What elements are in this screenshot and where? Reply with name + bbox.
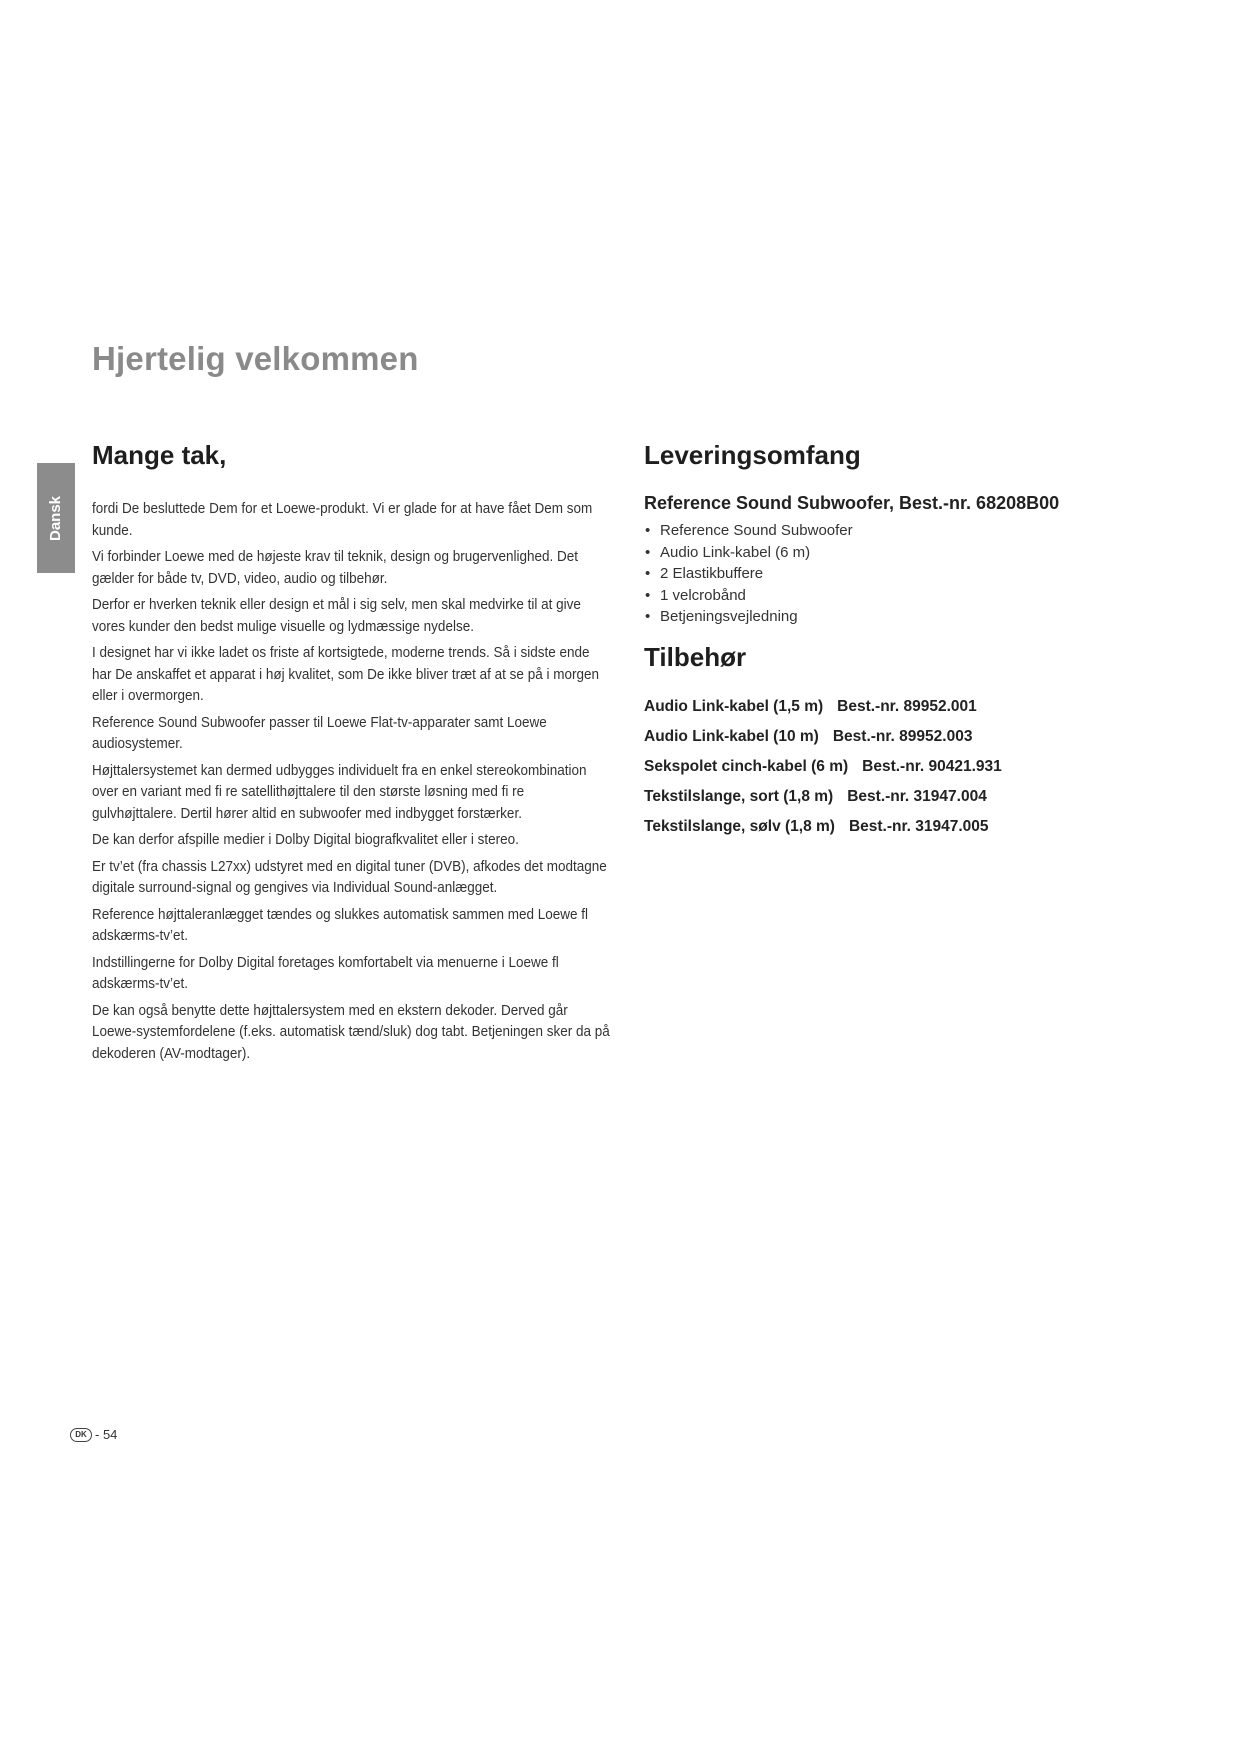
left-column bbox=[92, 440, 612, 1069]
accessory-number: Best.-nr. 31947.004 bbox=[847, 787, 987, 805]
accessory-number: Best.-nr. 31947.005 bbox=[848, 817, 989, 835]
accessory-row bbox=[644, 787, 1184, 806]
accessories-heading: Tilbehør bbox=[644, 641, 747, 672]
accessory-number: Best.-nr. 89952.001 bbox=[837, 697, 977, 715]
paragraph: Derfor er hverken teknik eller design et mål i sig selv, men skal medvirke til at give vores kunder den bedst mulige visuelle og lydmæssige nydelse. bbox=[92, 596, 581, 635]
paragraph: De kan også benytte dette højttalersystem med en ekstern dekoder. Derved går Loewe-systemfordelene (f.eks. automatisk tænd/sluk) dog tabt. Betjeningen sker da på dekoderen (AV-modtager). bbox=[92, 1001, 610, 1062]
list-item: • Betjeningsvejledning bbox=[644, 606, 1184, 628]
accessory-name: Audio Link-kabel (10 m) bbox=[644, 727, 819, 745]
paragraph: Er tv’et (fra chassis L27xx) udstyret med en digital tuner (DVB), afkodes det modtagne digitale surround-signal og gengives via Individual Sound-anlægget. bbox=[92, 857, 607, 897]
accessory-name: Tekstilslange, sort (1,8 m) bbox=[644, 787, 834, 805]
paragraph: I designet har vi ikke ladet os friste af kortsigtede, moderne trends. Så i sidste ende har De anskaffet et apparat i høj kvalitet, som De ikke bliver træt af at se på i morgen eller i overmorgen. bbox=[92, 644, 599, 705]
accessory-name: Tekstilslange, sølv (1,8 m) bbox=[644, 817, 835, 835]
accessory-name: Audio Link-kabel (1,5 m) bbox=[644, 697, 824, 715]
thanks-heading: Mange tak, bbox=[92, 440, 227, 470]
accessory-name: Sekspolet cinch-kabel (6 m) bbox=[644, 757, 849, 775]
list-item: • 1 velcrobånd bbox=[644, 585, 1184, 607]
accessory-number: Best.-nr. 89952.003 bbox=[832, 727, 973, 745]
paragraph: fordi De besluttede Dem for et Loewe-produkt. Vi er glade for at have fået Dem som kunde. bbox=[92, 500, 593, 539]
accessory-number: Best.-nr. 90421.931 bbox=[862, 757, 1002, 775]
paragraph: Vi forbinder Loewe med de højeste krav til teknik, design og brugervenlighed. Det gælder for både tv, DVD, video, audio og tilbehør. bbox=[92, 548, 579, 587]
list-item: • 2 Elastikbuffere bbox=[644, 563, 1184, 585]
paragraph: Indstillingerne for Dolby Digital foretages komfortabelt via menuerne i Loewe fl adskærms-tv’et. bbox=[92, 953, 559, 993]
paragraph: Højttalersystemet kan dermed udbygges individuelt fra en enkel stereokombination over en variant med fi re satellithøjttalere til den største løsning med fi re gulvhøjttalere. Dertil hører altid en subwoofer med indbygget forstærker. bbox=[92, 761, 587, 822]
language-tab bbox=[37, 463, 75, 573]
delivery-heading: Leveringsomfang bbox=[644, 440, 861, 470]
page-number: - 54 bbox=[95, 1427, 118, 1442]
product-line: Reference Sound Subwoofer, Best.-nr. 68208B00 bbox=[644, 493, 1060, 514]
list-item: • Reference Sound Subwoofer bbox=[644, 520, 1184, 542]
accessory-row bbox=[644, 757, 1184, 776]
accessory-row bbox=[644, 727, 1184, 746]
list-item: • Audio Link-kabel (6 m) bbox=[644, 542, 1184, 564]
country-badge: DK bbox=[70, 1428, 92, 1442]
page-footer bbox=[70, 1427, 117, 1442]
delivery-list bbox=[644, 520, 1184, 628]
paragraph: Reference Sound Subwoofer passer til Loewe Flat-tv-apparater samt Loewe audiosystemer. bbox=[92, 713, 547, 753]
accessory-row bbox=[644, 697, 1184, 716]
paragraph: Reference højttaleranlægget tændes og slukkes automatisk sammen med Loewe fl adskærms-tv’et. bbox=[92, 905, 589, 945]
accessory-row bbox=[644, 817, 1184, 836]
right-column bbox=[644, 440, 1184, 847]
language-tab-label: Dansk bbox=[47, 495, 65, 541]
paragraph: De kan derfor afspille medier i Dolby Digital biografkvalitet eller i stereo. bbox=[92, 831, 519, 849]
page-title: Hjertelig velkommen bbox=[92, 340, 419, 377]
